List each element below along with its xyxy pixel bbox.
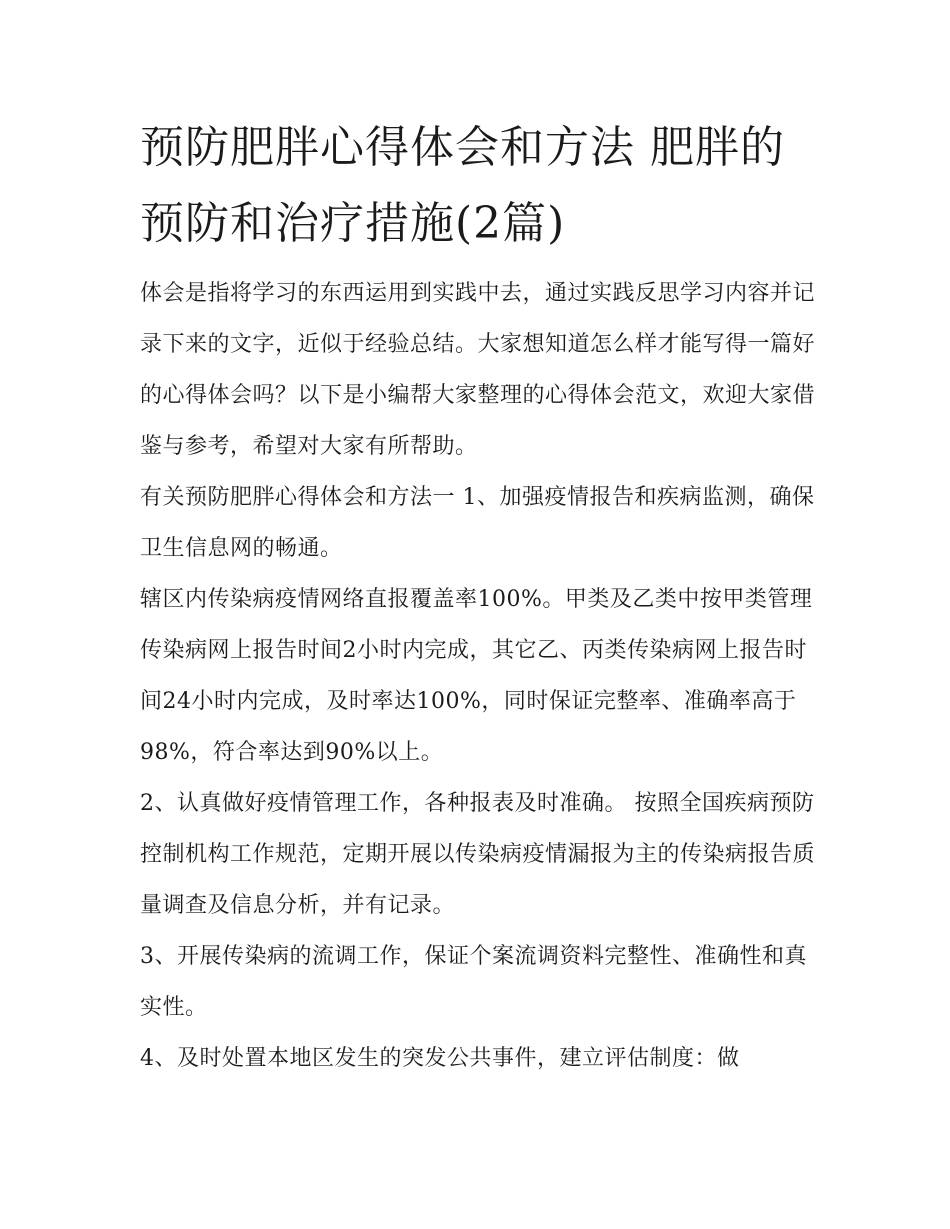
paragraph-intro: 体会是指将学习的东西运用到实践中去，通过实践反思学习内容并记录下来的文字，近似于经验总结。大家想知道怎么样才能写得一篇好的心得体会吗？以下是小编帮大家整理的心得体会范文，欢迎大家借鉴与参考，希望对大家有所帮助。 xyxy=(140,281,816,459)
document-title: 预防肥胖心得体会和方法 肥胖的预防和治疗措施(2篇) xyxy=(140,122,785,249)
paragraph-section-1: 有关预防肥胖心得体会和方法一 1、加强疫情报告和疾病监测，确保卫生信息网的畅通。 xyxy=(140,485,815,561)
paragraph-coverage: 辖区内传染病疫情网络直报覆盖率100%。甲类及乙类中按甲类管理传染病网上报告时间2小时内完成，其它乙、丙类传染病网上报告时间24小时内完成，及时率达100%，同时保证完整率、准确率高于98%，符合率达到90%以上。 xyxy=(140,587,813,765)
document-page xyxy=(140,110,820,1084)
paragraph-item-3: 3、开展传染病的流调工作，保证个案流调资料完整性、准确性和真实性。 xyxy=(140,944,807,1020)
paragraph-item-4: 4、及时处置本地区发生的突发公共事件，建立评估制度：做 xyxy=(140,1046,740,1071)
paragraph-item-2: 2、认真做好疫情管理工作，各种报表及时准确。 按照全国疾病预防控制机构工作规范，定期开展以传染病疫情漏报为主的传染病报告质量调查及信息分析，并有记录。 xyxy=(140,791,816,918)
